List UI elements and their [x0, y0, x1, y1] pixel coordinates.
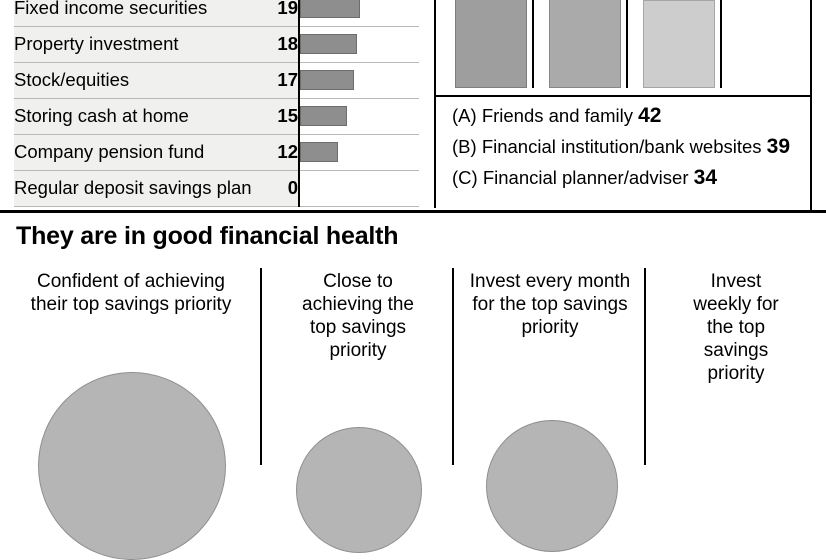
- section-divider: [0, 210, 826, 213]
- pie-panel-2: [262, 262, 454, 465]
- table-row: [14, 62, 419, 98]
- row-label: Property investment: [14, 26, 272, 62]
- legend-item: [452, 100, 808, 131]
- legend-label: Financial institution/bank websites: [481, 136, 762, 157]
- pie-panel-1: [0, 262, 262, 465]
- legend-value: 39: [766, 135, 791, 158]
- bar-separator: [626, 0, 638, 88]
- row-value: 15: [272, 98, 299, 134]
- advice-legend: [452, 100, 808, 193]
- investment-preferences-table: [14, 0, 419, 207]
- pie-panel-4: [646, 262, 826, 465]
- bar: [300, 142, 338, 162]
- row-value: 19: [272, 0, 299, 26]
- pie-circle-2: [296, 427, 422, 553]
- row-bar-cell: [299, 0, 419, 26]
- row-bar-cell: [299, 134, 419, 170]
- row-bar-cell: [299, 98, 419, 134]
- row-label: Storing cash at home: [14, 98, 272, 134]
- pie-panel-3: [454, 262, 646, 465]
- row-label: Regular deposit savings plan: [14, 170, 272, 206]
- bar: [300, 106, 347, 126]
- pie-circle-3: [486, 420, 618, 552]
- bar: [300, 70, 354, 90]
- bar: [300, 0, 360, 18]
- bar-separator: [532, 0, 544, 88]
- panel-title: Confident of achieving their top savings priority: [30, 271, 232, 315]
- bar-b: [549, 0, 621, 88]
- legend-item: [452, 131, 808, 162]
- legend-key: (A): [452, 105, 477, 126]
- row-bar-cell: [299, 170, 419, 206]
- bar-c: [643, 0, 715, 88]
- bar: [300, 34, 357, 54]
- row-value: 0: [272, 170, 299, 206]
- legend-value: 42: [638, 104, 662, 127]
- legend-key: (C): [452, 167, 478, 188]
- legend-value: 34: [693, 166, 717, 189]
- pie-panels-section: [0, 262, 826, 465]
- row-bar-cell: [299, 26, 419, 62]
- table-row: [14, 0, 419, 26]
- row-label: Fixed income securities: [14, 0, 272, 26]
- legend-key: (B): [452, 136, 477, 157]
- legend-label: Friends and family: [481, 105, 633, 126]
- row-value: 18: [272, 26, 299, 62]
- bar-a: [455, 0, 527, 88]
- table-row: [14, 170, 419, 206]
- row-bar-cell: [299, 62, 419, 98]
- legend-item: [452, 162, 808, 193]
- panel-title: Invest every month for the top savings priority: [469, 271, 631, 338]
- top-charts-section: [0, 0, 826, 218]
- row-value: 12: [272, 134, 299, 170]
- vertical-divider: [434, 0, 436, 208]
- table-row: [14, 134, 419, 170]
- panel-title: Invest weekly for the top savings priority: [693, 271, 779, 384]
- advice-sources-bar-chart: [455, 0, 737, 88]
- table-row: [14, 26, 419, 62]
- bar-separator: [720, 0, 732, 88]
- row-label: Company pension fund: [14, 134, 272, 170]
- legend-label: Financial planner/adviser: [482, 167, 689, 188]
- page-title: They are in good financial health: [16, 222, 399, 250]
- row-label: Stock/equities: [14, 62, 272, 98]
- panel-title: Close to achieving the top savings priority: [302, 271, 414, 361]
- horizontal-rule: [434, 95, 812, 97]
- right-border: [810, 0, 812, 210]
- row-value: 17: [272, 62, 299, 98]
- table-row: [14, 98, 419, 134]
- pie-circle-1: [38, 372, 226, 560]
